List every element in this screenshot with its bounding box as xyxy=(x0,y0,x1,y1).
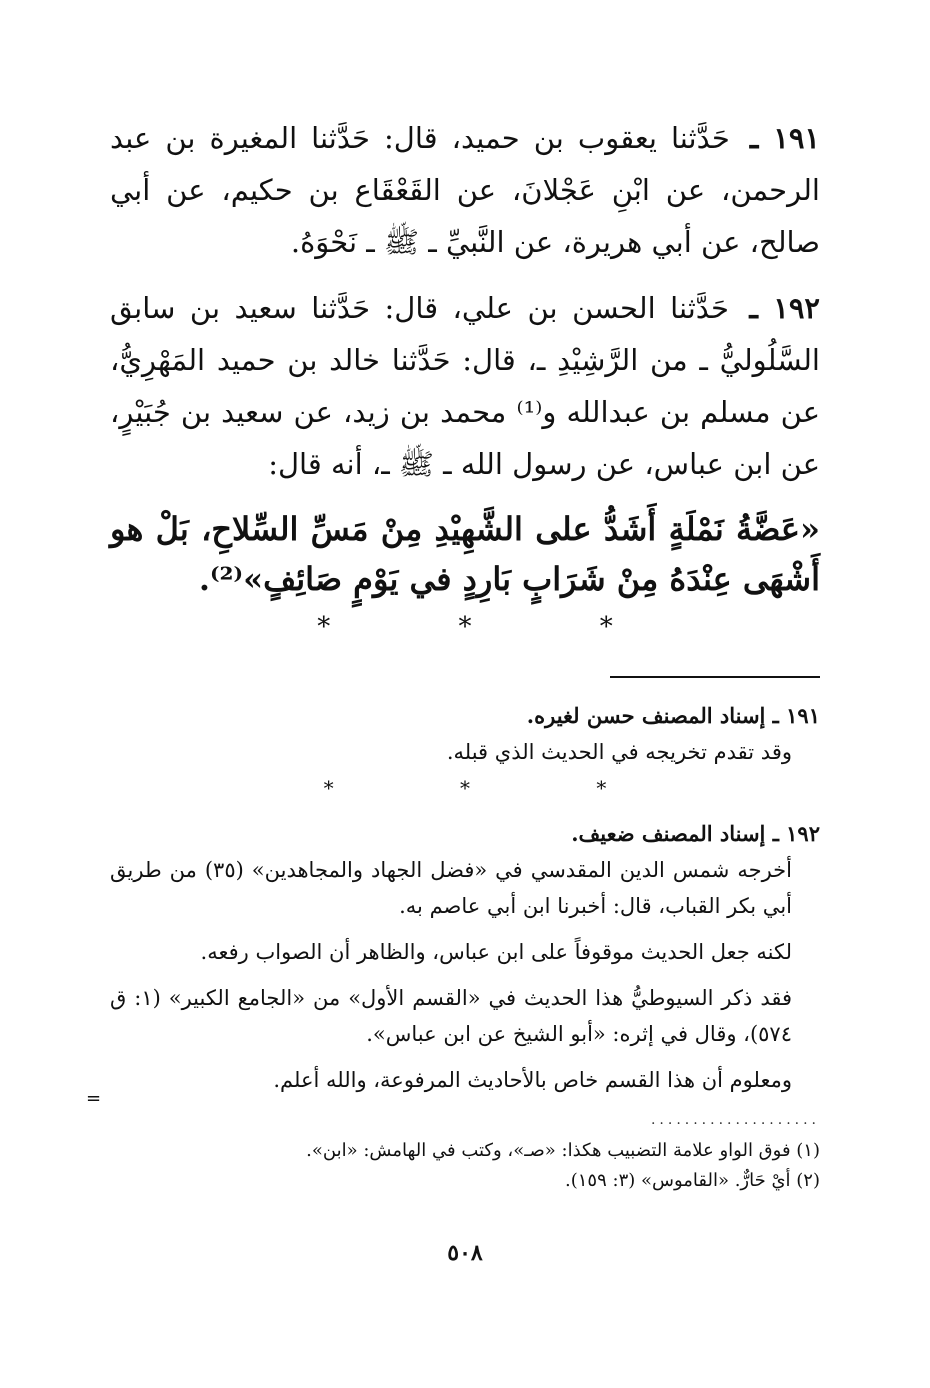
note-192-paragraph: فقد ذكر السيوطيُّ هذا الحديث في «القسم الأول» من «الجامع الكبير» (١: ق ٥٧٤)، وقال في إثره: «أبو الشيخ عن ابن عباس». xyxy=(110,986,792,1046)
hadith-number: ١٩١ ـ xyxy=(749,121,821,155)
note-192-paragraph: لكنه جعل الحديث موقوفاً على ابن عباس، والظاهر أن الصواب رفعه. xyxy=(200,940,792,964)
note-192-paragraph: أخرجه شمس الدين المقدسي في «فضل الجهاد والمجاهدين» (٣٥) من طريق أبي بكر القباب، قال: أخبرنا ابن أبي عاصم به. xyxy=(110,858,792,918)
note-191-heading: ١٩١ ـ إسناد المصنف حسن لغيره. xyxy=(526,703,820,728)
prophetic-quote: «عَضَّةُ نَمْلَةٍ أَشَدُّ على الشَّهِيْدِ مِنْ مَسِّ السِّلاحِ، بَلْ هو أَشْهَى عِنْدَهُ مِنْ شَرَابٍ بَارِدٍ في يَوْمٍ صَائِفٍ»⁽²⁾. xyxy=(110,510,820,598)
margin-mark: = xyxy=(86,1088,102,1109)
note-191-body: وقد تقدم تخريجه في الحديث الذي قبله. xyxy=(446,740,792,764)
hadith-number: ١٩٢ ـ xyxy=(749,291,821,325)
footnote-dots: .................... xyxy=(650,1112,820,1128)
hadith-text: حَدَّثنا الحسن بن علي، قال: حَدَّثنا سعيد بن سابق السَّلُوليُّ ـ من الرَّشِيْدِ ـ، قال: حَدَّثنا خالد بن حميد المَهْرِيُّ، عن مسلم بن عبدالله و⁽¹⁾ محمد بن زيد، عن سعيد بن جُبَيْرٍ، عن ابن عباس، عن رسول الله ـ ﷺ ـ، أنه قال: xyxy=(110,291,820,481)
hadith-192 xyxy=(110,282,820,490)
page-number: ٥٠٨ xyxy=(447,1240,483,1266)
note-192-heading: ١٩٢ ـ إسناد المصنف ضعيف. xyxy=(571,821,820,846)
note-192-paragraph: ومعلوم أن هذا القسم خاص بالأحاديث المرفوعة، والله أعلم. xyxy=(273,1068,792,1092)
separator-stars: * * * xyxy=(323,776,667,800)
hadith-191 xyxy=(110,112,820,268)
page-content xyxy=(110,112,820,1196)
hadith-text: حَدَّثنا يعقوب بن حميد، قال: حَدَّثنا المغيرة بن عبد الرحمن، عن ابْنِ عَجْلانَ، عن القَعْقَاع بن حكيم، عن أبي صالح، عن أبي هريرة، عن النَّبيِّ ـ ﷺ ـ نَحْوَهُ. xyxy=(110,121,820,259)
footnote-1: (١) فوق الواو علامة التضبيب هكذا: «صـ»، وكتب في الهامش: «ابن». xyxy=(306,1140,820,1161)
footnote-divider xyxy=(610,676,820,678)
separator-stars: * * * xyxy=(317,612,673,642)
footnote-2: (٢) أيْ حَارٌّ. «القاموس» (٣: ١٥٩). xyxy=(565,1170,820,1191)
